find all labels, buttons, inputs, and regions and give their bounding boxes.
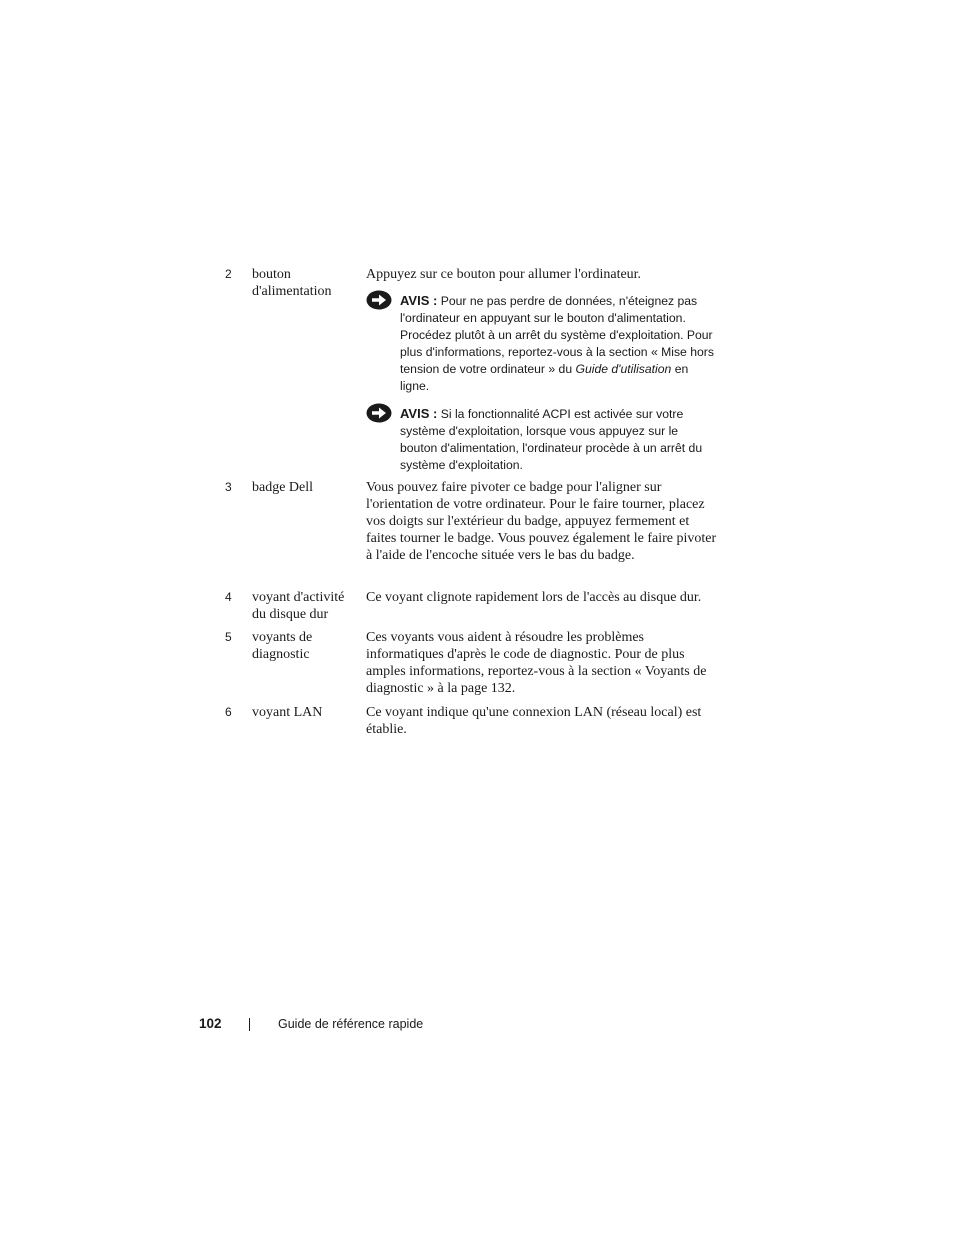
notice-arrow-icon: [366, 403, 392, 423]
row-description: Appuyez sur ce bouton pour allumer l'ordinateur.: [366, 267, 642, 282]
row-description: Ce voyant indique qu'une connexion LAN (réseau local) est établie.: [366, 705, 702, 738]
footer-title: Guide de référence rapide: [278, 1017, 424, 1031]
row-term: badge Dell: [252, 480, 314, 495]
row-number: 3: [225, 480, 232, 494]
row-term: voyant d'activité du disque dur: [252, 590, 345, 622]
row-term: bouton d'alimentation: [252, 267, 332, 299]
row-term: voyant LAN: [252, 705, 323, 720]
notice-arrow-icon: [366, 290, 392, 310]
row-number: 6: [225, 705, 232, 719]
page-number: 102: [199, 1016, 222, 1031]
row-description: Ces voyants vous aident à résoudre les problèmes informatiques d'après le code de diagnostic. Pour de plus amples informations, reportez-vous à la section « Voyants de diagnostic » à la page 132.: [366, 630, 707, 697]
row-description: Ce voyant clignote rapidement lors de l'accès au disque dur.: [366, 590, 702, 605]
footer-divider: [249, 1018, 250, 1031]
row-number: 5: [225, 630, 232, 644]
notice-italic-ref: Guide d'utilisation: [575, 362, 672, 376]
row-number: 4: [225, 590, 232, 604]
row-term: voyants de diagnostic: [252, 630, 313, 662]
notice-text: [400, 405, 718, 474]
row-number: 2: [225, 267, 232, 281]
notice-label: AVIS :: [400, 293, 438, 308]
notice-body-end: en ligne.: [400, 362, 689, 393]
row-description: Vous pouvez faire pivoter ce badge pour l'aligner sur l'orientation de votre ordinateur. Pour le faire tourner, placez vos doigts sur l'extérieur du badge, appuyez fermement et faites tourner le badge. Vous pouvez également le faire pivoter à l'aide de l'encoche située vers le bas du badge.: [366, 480, 717, 564]
notice-text: [400, 292, 718, 395]
notice-body: Pour ne pas perdre de données, n'éteignez pas l'ordinateur en appuyant sur le bouton d'alimentation. Procédez plutôt à un arrêt du système d'exploitation. Pour plus d'informations, reportez-vous à la section « Mise hors tension de votre ordinateur » du: [400, 294, 714, 376]
notice-label: AVIS :: [400, 406, 438, 421]
notice-body: Si la fonctionnalité ACPI est activée sur votre système d'exploitation, lorsque vous appuyez sur le bouton d'alimentation, l'ordinateur procède à un arrêt du système d'exploitation.: [400, 407, 703, 472]
